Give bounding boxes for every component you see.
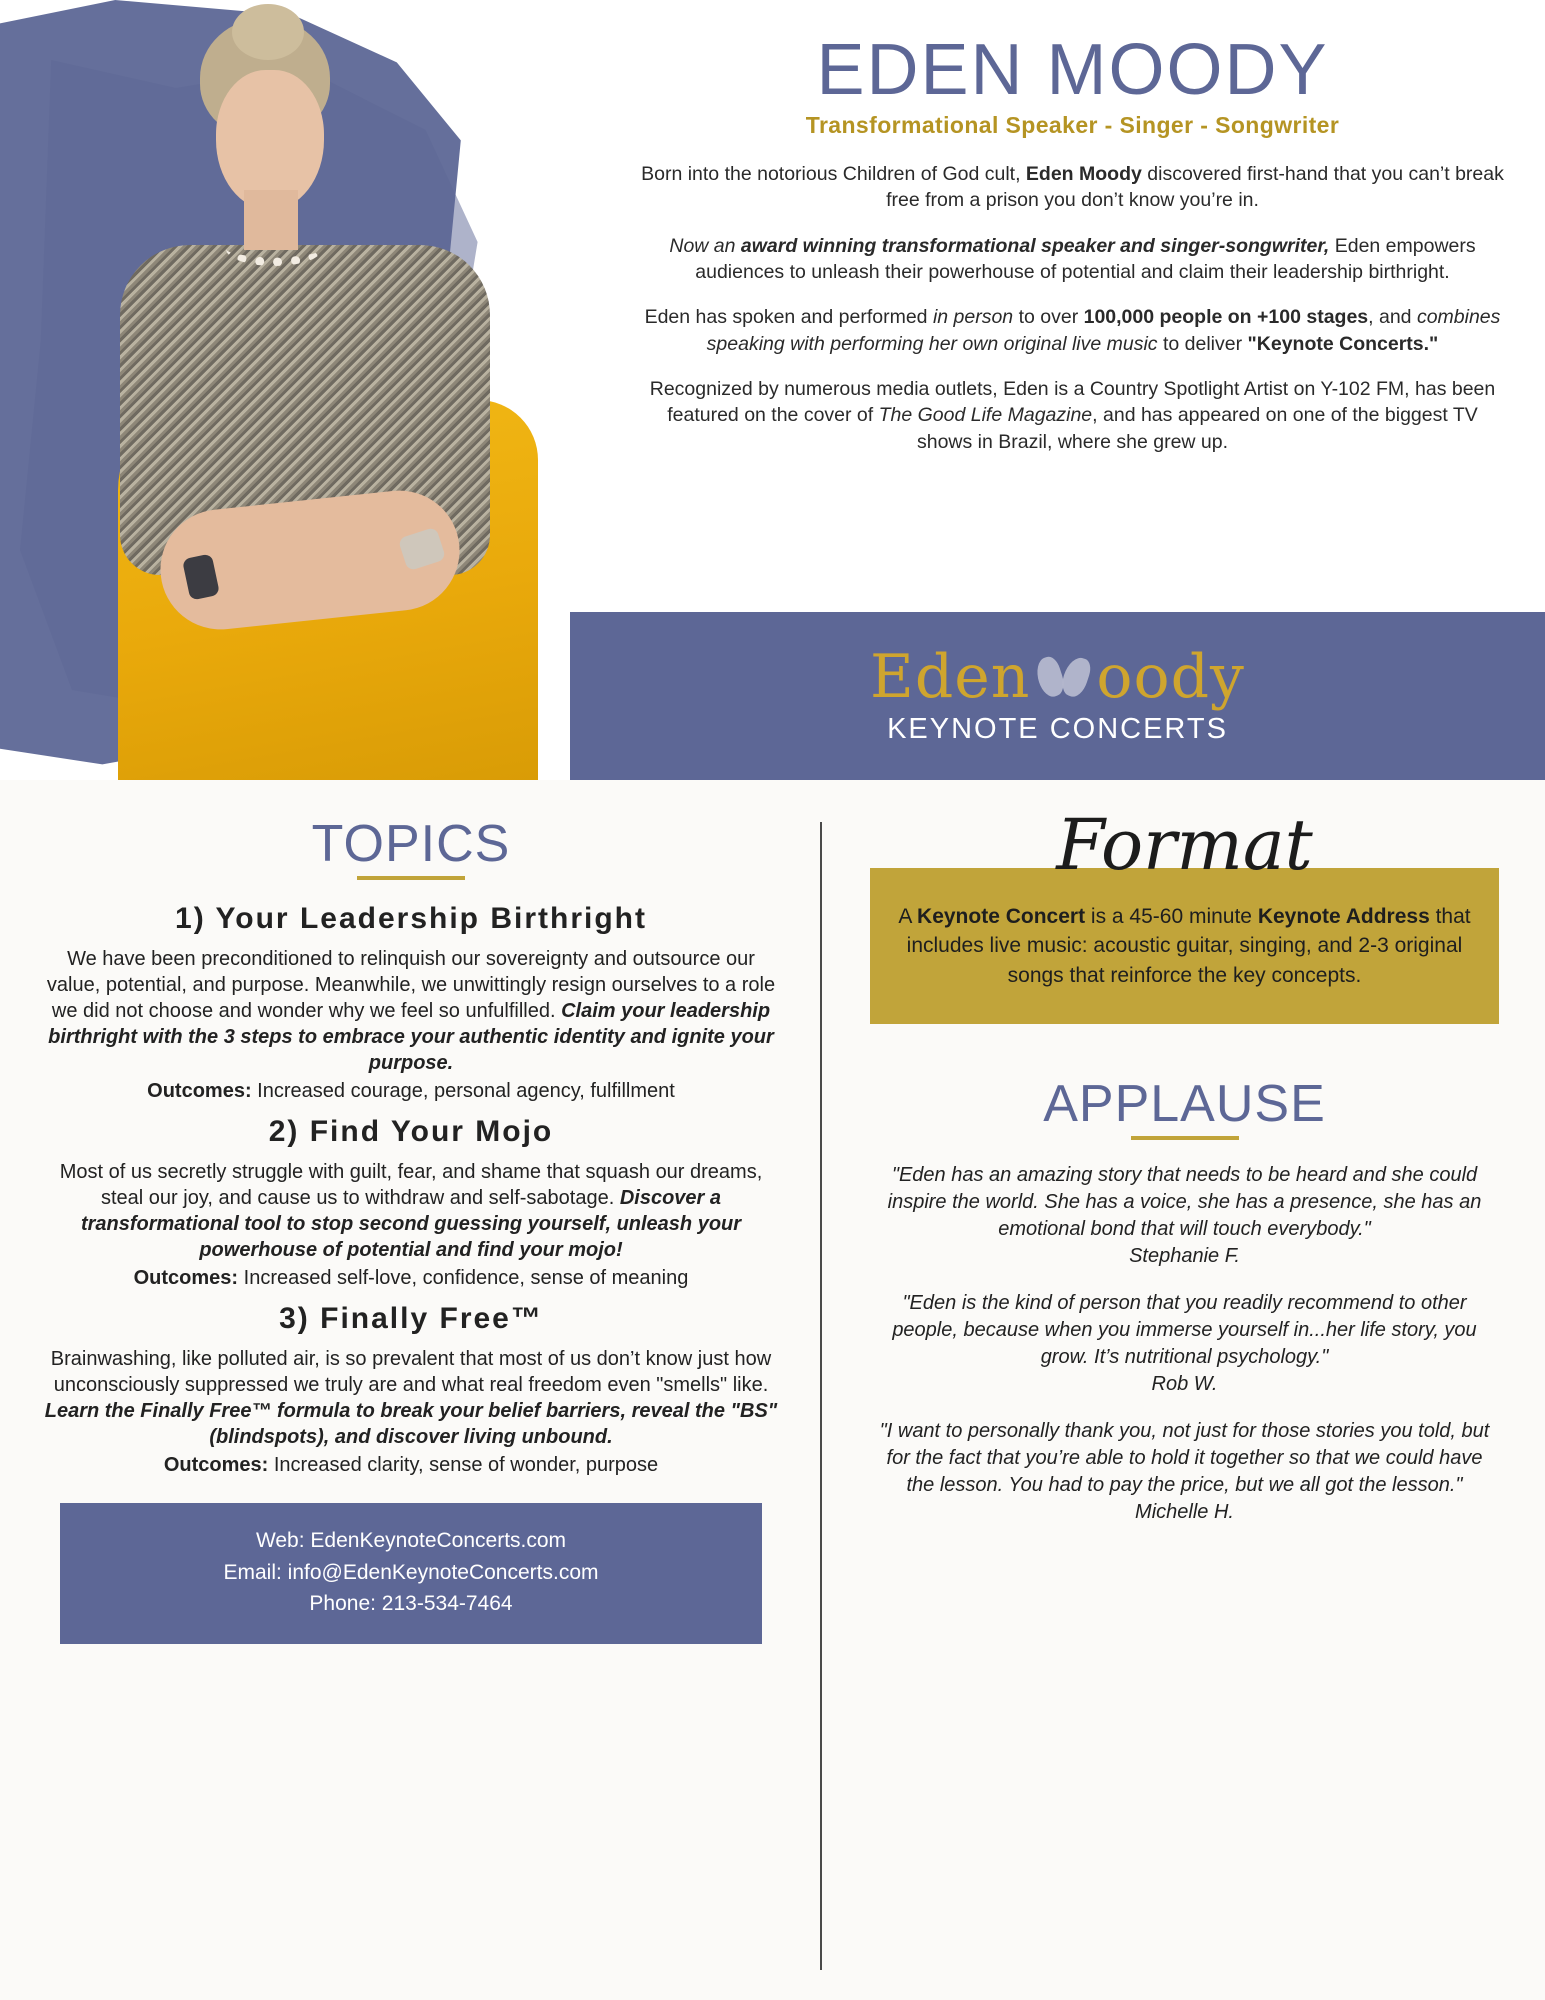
topics-column xyxy=(0,780,820,2000)
bio-p1-part3: discovered first-hand that you can’t break free from a prison you don’t know you’re in. xyxy=(886,163,1504,212)
bio-p2-part3: Eden empowers audiences to unleash their powerhouse of potential and claim their leadership birthright. xyxy=(695,234,1476,283)
bio-p4-part3: , and has appeared on one of the biggest TV shows in Brazil, where she grew up. xyxy=(916,404,1478,453)
topic-item xyxy=(42,1115,780,1290)
bio-paragraph-1 xyxy=(640,161,1505,214)
bio-p4-magazine: The Good Life Magazine xyxy=(878,404,1093,427)
topic-1-title: 1) Your Leadership Birthright xyxy=(175,902,647,935)
format-applause-column xyxy=(822,780,1545,2000)
logo-word-left: Eden xyxy=(870,641,1031,712)
testimonial-3-text: "I want to personally thank you, not just for those stories you told, but for the fact that you’re able to hold it together so that we could have the lesson. You had to pay the price, but we all got the lesson." xyxy=(879,1420,1490,1497)
speaker-tagline: Transformational Speaker - Singer - Songwriter xyxy=(805,112,1340,138)
format-text-part3: is a 45-60 minute xyxy=(1085,905,1258,928)
topics-heading-rule xyxy=(357,876,465,880)
topic-1-body-plain: We have been preconditioned to relinquish our sovereignty and outsource our value, potential, and purpose. Meanwhile, we unwittingly resign ourselves to a role we did not choose and wonder why we feel so unfulfilled. xyxy=(46,948,776,1022)
bio-p2-highlight: award winning transformational speaker and singer-songwriter, xyxy=(740,234,1330,257)
format-text-part1: A xyxy=(898,905,918,928)
logo-word-right: oody xyxy=(1096,641,1245,712)
topic-3-body-plain: Brainwashing, like polluted air, is so prevalent that most of us don’t know just how unconsciously suppressed we truly are and what real freedom even "smells" like. xyxy=(50,1348,772,1396)
topic-2-outcomes xyxy=(42,1267,780,1290)
topic-3-outcomes-value: Increased clarity, sense of wonder, purpose xyxy=(268,1454,659,1476)
bio-p4-part1: Recognized by numerous media outlets, Eden is a Country Spotlight Artist on Y-102 FM, has been featured on the cover of xyxy=(649,377,1496,427)
testimonial xyxy=(870,1418,1499,1526)
bio-paragraph-4 xyxy=(640,376,1505,455)
topic-1-outcomes-label: Outcomes: xyxy=(147,1080,252,1102)
butterfly-icon xyxy=(1036,653,1090,701)
topic-2-body xyxy=(42,1159,780,1263)
topic-2-outcomes-label: Outcomes: xyxy=(133,1267,239,1289)
bio-paragraph-3 xyxy=(640,304,1505,357)
format-box xyxy=(870,868,1499,1024)
bio-p3-part3: to over xyxy=(1013,306,1084,329)
applause-section xyxy=(870,1075,1499,1526)
speaker-portrait xyxy=(0,0,640,780)
contact-web[interactable]: Web: EdenKeynoteConcerts.com xyxy=(255,1529,567,1552)
portrait-face xyxy=(216,70,324,210)
format-text-part5: that includes live music: acoustic guitar, singing, and 2-3 original songs that reinforce the key concepts. xyxy=(906,905,1471,987)
topic-1-outcomes xyxy=(42,1080,780,1103)
topic-3-title: 3) Finally Free™ xyxy=(279,1302,543,1335)
contact-email[interactable]: Email: info@EdenKeynoteConcerts.com xyxy=(223,1560,599,1584)
applause-heading-rule xyxy=(1131,1136,1239,1140)
topic-2-outcomes-value: Increased self-love, confidence, sense of meaning xyxy=(238,1267,689,1289)
topic-1-body-bold: Claim your leadership birthright with the 3 steps to embrace your authentic identity and ignite your purpose. xyxy=(48,1000,774,1074)
testimonial-2-text: "Eden is the kind of person that you readily recommend to other people, because when you immerse yourself in...her life story, you grow. It’s nutritional psychology." xyxy=(892,1292,1477,1369)
topic-1-outcomes-value: Increased courage, personal agency, fulfillment xyxy=(251,1080,675,1102)
portrait-hair-bun xyxy=(232,4,304,60)
topic-2-body-bold: Discover a transformational tool to stop second guessing yourself, unleash your powerhouse of potential and find your mojo! xyxy=(80,1187,742,1261)
bio-p3-part5: , and xyxy=(1368,306,1417,329)
topic-item xyxy=(42,902,780,1103)
bio-p3-part1: Eden has spoken and performed xyxy=(644,306,933,329)
testimonial-1-text: "Eden has an amazing story that needs to be heard and she could inspire the world. She has a voice, she has a presence, she has an emotional bond that will touch everybody." xyxy=(887,1164,1482,1241)
topic-1-body xyxy=(42,946,780,1076)
topic-2-title: 2) Find Your Mojo xyxy=(268,1115,554,1148)
topic-3-outcomes-label: Outcomes: xyxy=(163,1454,269,1476)
topic-3-outcomes xyxy=(42,1454,780,1477)
topic-item xyxy=(42,1302,780,1477)
portrait-pearl-necklace xyxy=(226,232,322,266)
contact-phone[interactable]: Phone: 213-534-7464 xyxy=(309,1592,513,1615)
bio-p3-inperson: in person xyxy=(932,306,1014,329)
topics-heading: TOPICS xyxy=(311,815,511,873)
hero-section xyxy=(0,0,1545,780)
bio-p1-name: Eden Moody xyxy=(1025,163,1142,185)
testimonial xyxy=(870,1162,1499,1270)
bio-p1-part1: Born into the notorious Children of God cult, xyxy=(641,163,1026,185)
lower-section xyxy=(0,780,1545,2000)
format-keynote-address: Keynote Address xyxy=(1257,905,1430,928)
topic-3-body-bold: Learn the Finally Free™ formula to break your belief barriers, reveal the "BS" (blindspots), and discover living unbound. xyxy=(44,1400,778,1448)
logo-tagline: KEYNOTE CONCERTS xyxy=(887,712,1228,745)
speaker-name: EDEN MOODY xyxy=(816,30,1329,110)
brand-logo xyxy=(870,641,1245,712)
bio-p3-keynote-concerts: "Keynote Concerts." xyxy=(1247,332,1439,355)
bio-paragraph-2 xyxy=(640,233,1505,286)
contact-box xyxy=(60,1503,762,1644)
topic-3-body xyxy=(42,1346,780,1450)
applause-heading: APPLAUSE xyxy=(1043,1075,1326,1134)
logo-band xyxy=(570,612,1545,780)
topic-2-body-plain: Most of us secretly struggle with guilt, fear, and shame that squash our dreams, steal our joy, and cause us to withdraw and self-sabotage. xyxy=(59,1161,763,1209)
testimonial-2-author: Rob W. xyxy=(1151,1373,1218,1396)
format-keynote-concert: Keynote Concert xyxy=(917,905,1086,928)
bio-p3-combines: combines speaking with performing her own original live music xyxy=(706,306,1501,355)
testimonial xyxy=(870,1290,1499,1398)
hero-text-block xyxy=(620,0,1545,474)
testimonial-1-author: Stephanie F. xyxy=(1129,1245,1240,1268)
testimonial-3-author: Michelle H. xyxy=(1135,1501,1234,1524)
bio-p2-part1: Now an xyxy=(669,234,741,257)
bio-p3-stats: 100,000 people on +100 stages xyxy=(1083,306,1369,329)
format-heading: Format xyxy=(1056,804,1313,886)
bio-p3-part7: to deliver xyxy=(1157,332,1248,355)
